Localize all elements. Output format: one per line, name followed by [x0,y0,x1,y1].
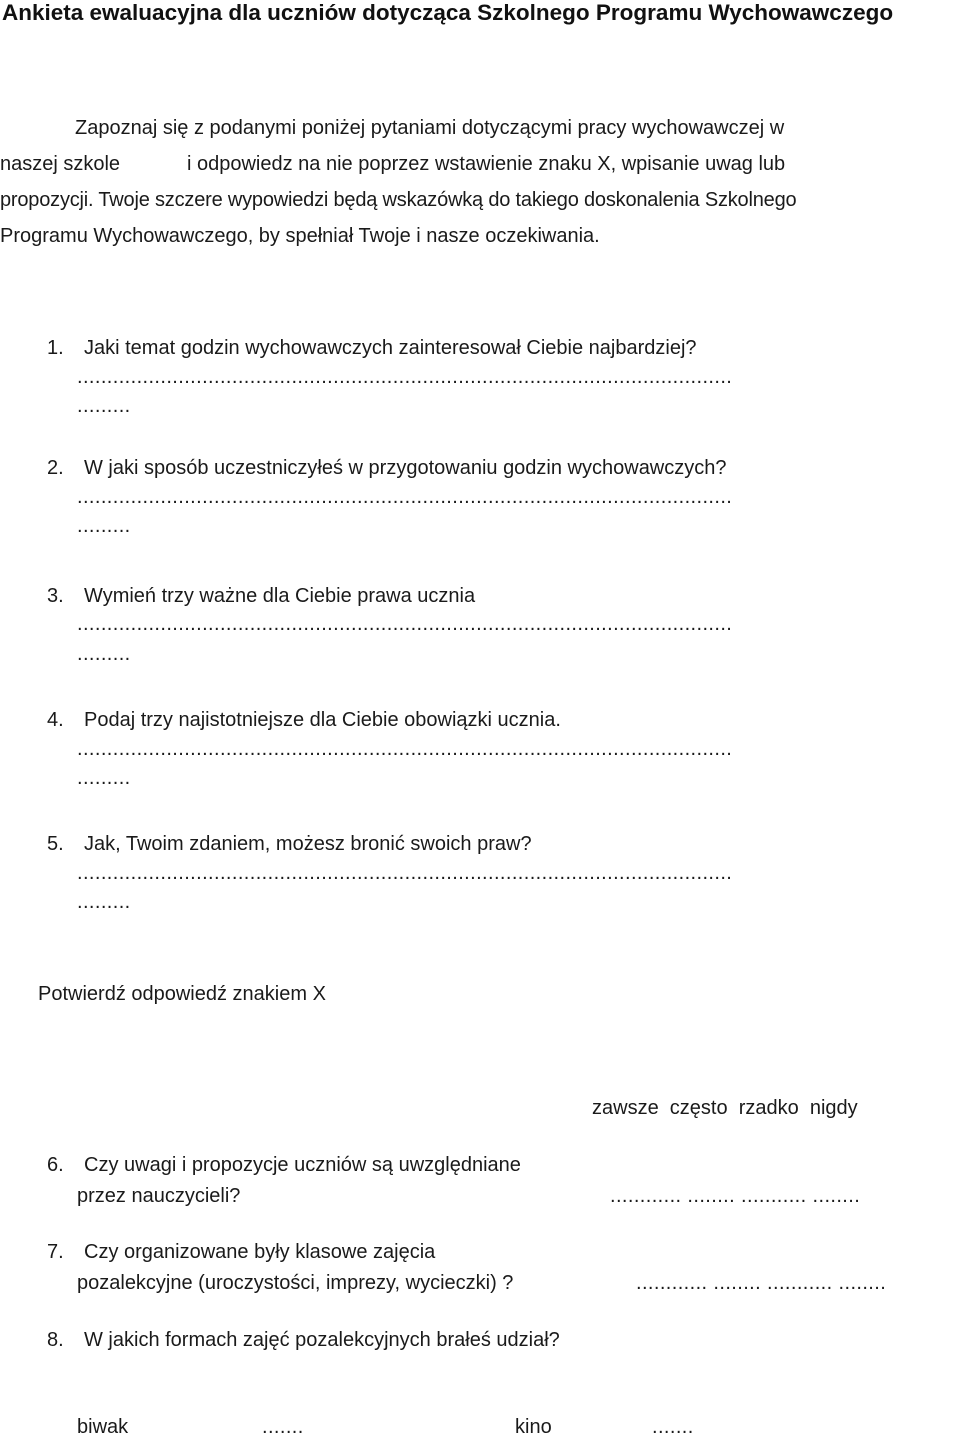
question-5-answer-line[interactable]: .............................................................................................................. [77,862,733,884]
intro-line-2b: i odpowiedz na nie poprzez wstawienie znaku X, wpisanie uwag lub [187,153,786,175]
question-7-text-line-1: Czy organizowane były klasowe zajęcia [84,1241,436,1263]
question-4-answer-line[interactable]: .............................................................................................................. [77,738,733,760]
rating-scale-header: zawsze często rzadko nigdy [592,1097,858,1119]
page-title: Ankieta ewaluacyjna dla uczniów dotycząca Szkolnego Programu Wychowawczego [2,0,894,25]
question-1-number: 1. [47,337,64,359]
question-7-answer-options[interactable]: ............ ........ ........... ........ [636,1272,887,1294]
question-6-text-line-1: Czy uwagi i propozycje uczniów są uwzględniane [84,1154,521,1176]
question-7-number: 7. [47,1241,64,1263]
question-5-text: Jak, Twoim zdaniem, możesz bronić swoich praw? [84,833,532,855]
question-8-number: 8. [47,1329,64,1351]
question-2-answer-line[interactable]: .............................................................................................................. [77,486,733,508]
question-3-number: 3. [47,585,64,607]
question-5-answer-line-end[interactable]: ......... [77,891,131,913]
question-7-text-line-2: pozalekcyjne (uroczystości, imprezy, wycieczki) ? [77,1272,514,1294]
question-4-answer-line-end[interactable]: ......... [77,767,131,789]
question-1-text: Jaki temat godzin wychowawczych zainteresował Ciebie najbardziej? [84,337,697,359]
question-6-number: 6. [47,1154,64,1176]
question-6-text-line-2: przez nauczycieli? [77,1185,241,1207]
intro-line-2a: naszej szkole [0,153,121,175]
form-option-label: kino [515,1416,552,1438]
intro-line-3: propozycji. Twoje szczere wypowiedzi będą wskazówką do takiego doskonalenia Szkolnego [0,189,797,211]
question-4-text: Podaj trzy najistotniejsze dla Ciebie obowiązki ucznia. [84,709,561,731]
question-3-answer-line[interactable]: .............................................................................................................. [77,613,733,635]
question-2-text: W jaki sposób uczestniczyłeś w przygotowaniu godzin wychowawczych? [84,457,727,479]
question-6-answer-options[interactable]: ............ ........ ........... ........ [610,1185,861,1207]
question-1-answer-line-end[interactable]: ......... [77,395,131,417]
confirm-instruction: Potwierdź odpowiedź znakiem X [38,983,326,1005]
question-5-number: 5. [47,833,64,855]
question-2-answer-line-end[interactable]: ......... [77,515,131,537]
intro-line-4: Programu Wychowawczego, by spełniał Twoje i nasze oczekiwania. [0,225,600,247]
question-4-number: 4. [47,709,64,731]
form-option-answer[interactable]: ....... [262,1416,304,1438]
form-option-label: biwak [77,1416,129,1438]
question-8-text: W jakich formach zajęć pozalekcyjnych brałeś udział? [84,1329,560,1351]
question-3-text: Wymień trzy ważne dla Ciebie prawa ucznia [84,585,476,607]
question-3-answer-line-end[interactable]: ......... [77,643,131,665]
form-option-answer[interactable]: ....... [652,1416,694,1438]
question-2-number: 2. [47,457,64,479]
question-1-answer-line[interactable]: .............................................................................................................. [77,366,733,388]
intro-line-1: Zapoznaj się z podanymi poniżej pytaniami dotyczącymi pracy wychowawczej w [75,117,785,139]
